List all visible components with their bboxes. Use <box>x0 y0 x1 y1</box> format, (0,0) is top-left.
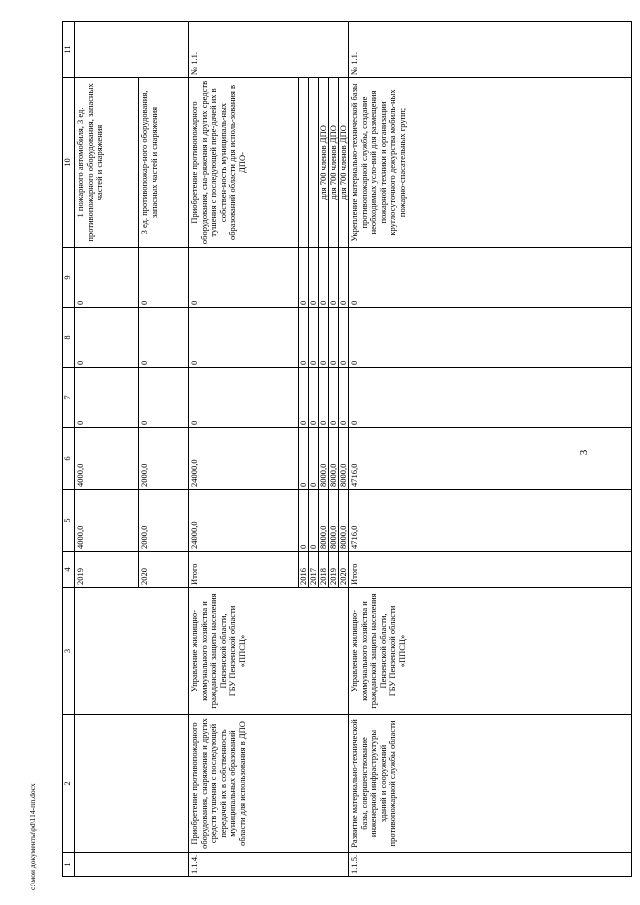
cell-result <box>299 78 309 248</box>
table-row-1-1-4 <box>189 22 299 877</box>
cell-activity: Развитие материально-технической базы, совершенствование инженерной инфраструктуры зданий и сооружений противопожарной службы области <box>349 715 632 853</box>
cell-value: 0 <box>329 248 339 308</box>
cell-value: 0 <box>309 368 319 428</box>
cell-empty <box>75 22 189 78</box>
col-header: 11 <box>63 22 75 78</box>
cell-value: 0 <box>349 368 632 428</box>
cell-value: 4000,0 <box>75 490 139 552</box>
col-header: 2 <box>63 715 75 853</box>
cell-value: 4000,0 <box>75 428 139 490</box>
cell-result: 1 пожарного автомобиля, 3 ед. противопожарного оборудования, запасных частей и снаряжения <box>75 78 139 248</box>
cell-year: 2020 <box>139 552 189 588</box>
cell-result: для 700 членов ДПО <box>319 78 329 248</box>
cell-value: 0 <box>189 368 299 428</box>
cell-result: Укрепление материально-технической базы противопожарной службы, создание необходимых усло-вий для размещения пожарной техники и организации круглосуточного дежурства мобиль-ных пожарно-спасательных групп; <box>349 78 632 248</box>
cell-value: 0 <box>309 428 319 490</box>
cell-year: 2020 <box>339 552 349 588</box>
cell-value: 0 <box>349 308 632 368</box>
cell-value: 0 <box>319 248 329 308</box>
cell-indicator: № 1.1. <box>189 22 349 78</box>
cell-value: 8000,0 <box>319 490 329 552</box>
cell-value: 0 <box>189 248 299 308</box>
cell-value: 0 <box>319 308 329 368</box>
cell-value: 4716,0 <box>349 428 632 490</box>
cell-result: 3 ед. противопожар-ного оборудования, запасных частей и снаряжения <box>139 78 189 248</box>
cell-value: 0 <box>75 308 139 368</box>
executor-org: ГБУ Пензенской области «ППСЦ» <box>227 605 247 697</box>
executor-name: Управление жилищно-коммунального хозяйства и гражданской защиты населения Пензенской области, <box>349 593 388 709</box>
cell-item-number: 1.1.4. <box>189 853 349 877</box>
cell-year: 2019 <box>75 552 139 588</box>
cell-empty <box>75 588 189 715</box>
cell-value: 0 <box>139 308 189 368</box>
page-number: 3 <box>578 449 590 456</box>
cell-value: 0 <box>309 248 319 308</box>
col-header: 7 <box>63 368 75 428</box>
cell-value: 24000,0 <box>189 490 299 552</box>
cell-empty <box>75 715 189 853</box>
cell-value: 0 <box>139 368 189 428</box>
cell-result: Приобретение противопожарного оборудования, сна-ряжения и других средств тушения с последующей пере-дачей их в собствен-ность муниципаль-ных образований области для исполь-зования в ДПО- <box>189 78 299 248</box>
cell-value: 2000,0 <box>139 428 189 490</box>
cell-value: 0 <box>339 368 349 428</box>
cell-value: 8000,0 <box>339 490 349 552</box>
table-row-1-1-5 <box>349 22 632 877</box>
cell-year: Итого <box>189 552 299 588</box>
cell-value: 0 <box>299 308 309 368</box>
header-row <box>63 22 75 877</box>
col-header: 8 <box>63 308 75 368</box>
cell-value: 24000,0 <box>189 428 299 490</box>
cell-value: 0 <box>309 308 319 368</box>
col-header: 9 <box>63 248 75 308</box>
cell-value: 0 <box>75 248 139 308</box>
cell-value: 8000,0 <box>319 428 329 490</box>
cell-value: 0 <box>329 368 339 428</box>
cell-item-number: 1.1.5. <box>349 853 632 877</box>
cell-year: 2018 <box>319 552 329 588</box>
table-row <box>75 22 139 877</box>
col-header: 5 <box>63 490 75 552</box>
col-header: 6 <box>63 428 75 490</box>
col-header: 10 <box>63 78 75 248</box>
cell-year: Итого <box>349 552 632 588</box>
cell-result <box>309 78 319 248</box>
document-table-wrap <box>62 22 632 877</box>
col-header: 3 <box>63 588 75 715</box>
cell-value: 0 <box>299 248 309 308</box>
cell-value: 0 <box>339 308 349 368</box>
cell-result: для 700 членов ДПО <box>339 78 349 248</box>
cell-year: 2019 <box>329 552 339 588</box>
cell-value: 0 <box>139 248 189 308</box>
cell-year: 2016 <box>299 552 309 588</box>
cell-value: 0 <box>329 308 339 368</box>
cell-value: 8000,0 <box>329 428 339 490</box>
col-header: 1 <box>63 853 75 877</box>
cell-value: 0 <box>349 248 632 308</box>
cell-value: 0 <box>339 248 349 308</box>
cell-value: 2000,0 <box>139 490 189 552</box>
footer-path: c:\мои документы\pd\114-пп.docx <box>28 783 37 890</box>
program-activities-table <box>62 21 632 877</box>
cell-value: 8000,0 <box>329 490 339 552</box>
cell-activity: Приобретение противопожарного оборудования, снаряжения и других средств тушения с последующей передачей их в собственность муниципальных образований области для использования в ДПО <box>189 715 349 853</box>
cell-value: 8000,0 <box>339 428 349 490</box>
executor-org: ГБУ Пензенской области «ППСЦ» <box>387 605 407 697</box>
cell-year: 2017 <box>309 552 319 588</box>
footer-wrap <box>28 0 38 890</box>
cell-indicator: № 1.1. <box>349 22 632 78</box>
cell-value: 0 <box>299 490 309 552</box>
col-header: 4 <box>63 552 75 588</box>
cell-empty <box>75 853 189 877</box>
executor-name: Управление жилищно-коммунального хозяйства и гражданской защиты населения Пензенской области, <box>189 593 228 709</box>
cell-value: 4716,0 <box>349 490 632 552</box>
cell-value: 0 <box>75 368 139 428</box>
cell-value: 0 <box>299 368 309 428</box>
cell-value: 0 <box>319 368 329 428</box>
cell-executor <box>349 588 632 715</box>
cell-result: для 700 членов ДПО <box>329 78 339 248</box>
cell-value: 0 <box>189 308 299 368</box>
cell-value: 0 <box>299 428 309 490</box>
cell-executor <box>189 588 349 715</box>
cell-value: 0 <box>309 490 319 552</box>
